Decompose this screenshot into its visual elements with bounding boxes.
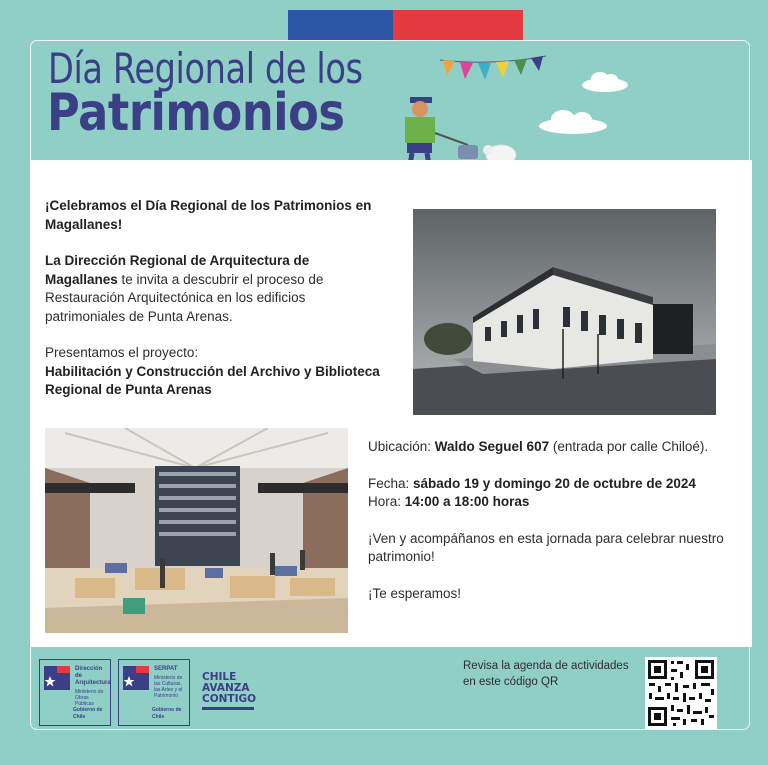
location-note: (entrada por calle Chiloé). (549, 439, 709, 454)
building-exterior-photo (413, 209, 716, 415)
location-address: Waldo Seguel 607 (434, 439, 550, 454)
intro-text (45, 197, 385, 418)
logo2-title: SERPAT (154, 666, 178, 672)
chile-shield-icon (44, 666, 70, 690)
qr-caption: Revisa la agenda de actividades en este código QR (463, 660, 629, 688)
time-value: 14:00 a 18:00 horas (404, 494, 530, 509)
intro-body: te invita a descubrir el proceso de Restauración Arquitectónica en los edificios patrimoniales de Punta Arenas. (45, 271, 324, 324)
chile-line-1: CHILE (202, 671, 237, 683)
logo-serpat (118, 659, 190, 726)
bunting-decoration (438, 52, 548, 92)
library-interior-photo (45, 428, 348, 633)
date-value: sábado 19 y domingo 20 de octubre de 2024 (413, 475, 696, 491)
intro-heading: ¡Celebramos el Día Regional de los Patrimonios en Magallanes! (45, 198, 372, 232)
invite-text: ¡Ven y acompáñanos en esta jornada para celebrar nuestro patrimonio! (368, 530, 724, 564)
project-label: Presentamos el proyecto: (45, 345, 199, 360)
chile-line-2: AVANZA (202, 682, 250, 694)
chile-line-3: CONTIGO (202, 693, 257, 705)
date-label: Fecha: (368, 475, 414, 491)
logo1-title: Dirección de Arquitectura (75, 666, 111, 686)
chile-shield-icon (123, 666, 149, 690)
closing-text: ¡Te esperamos! (368, 585, 462, 601)
logo2-footer: Gobierno de Chile (152, 707, 182, 720)
cloud-icon (537, 108, 609, 134)
intro-org: La Dirección Regional de Arquitectura de Magallanes (45, 253, 310, 287)
chile-avanza-contigo-logo (202, 672, 256, 710)
logo1-footer: Gobierno de Chile (73, 707, 103, 720)
logo-direccion-arquitectura (39, 659, 111, 726)
cloud-icon (580, 70, 630, 92)
logo2-subtitle: Ministerio de las Culturas, las Artes y el Patrimonio (154, 675, 183, 699)
project-name: Habilitación y Construcción del Archivo y Biblioteca Regional de Punta Arenas (45, 363, 380, 397)
location-label: Ubicación: (368, 439, 435, 454)
flag-red-stripe (393, 10, 523, 40)
flag-blue-stripe (288, 10, 393, 40)
title-line-1: Día Regional de los (48, 44, 363, 93)
title-line-2: Patrimonios (47, 83, 345, 143)
event-details (368, 438, 743, 621)
logo1-subtitle: Ministerio de Obras Públicas (75, 689, 104, 707)
qr-code-icon[interactable] (645, 657, 717, 729)
chile-logo-underline (202, 707, 254, 710)
time-label: Hora: (368, 494, 405, 509)
